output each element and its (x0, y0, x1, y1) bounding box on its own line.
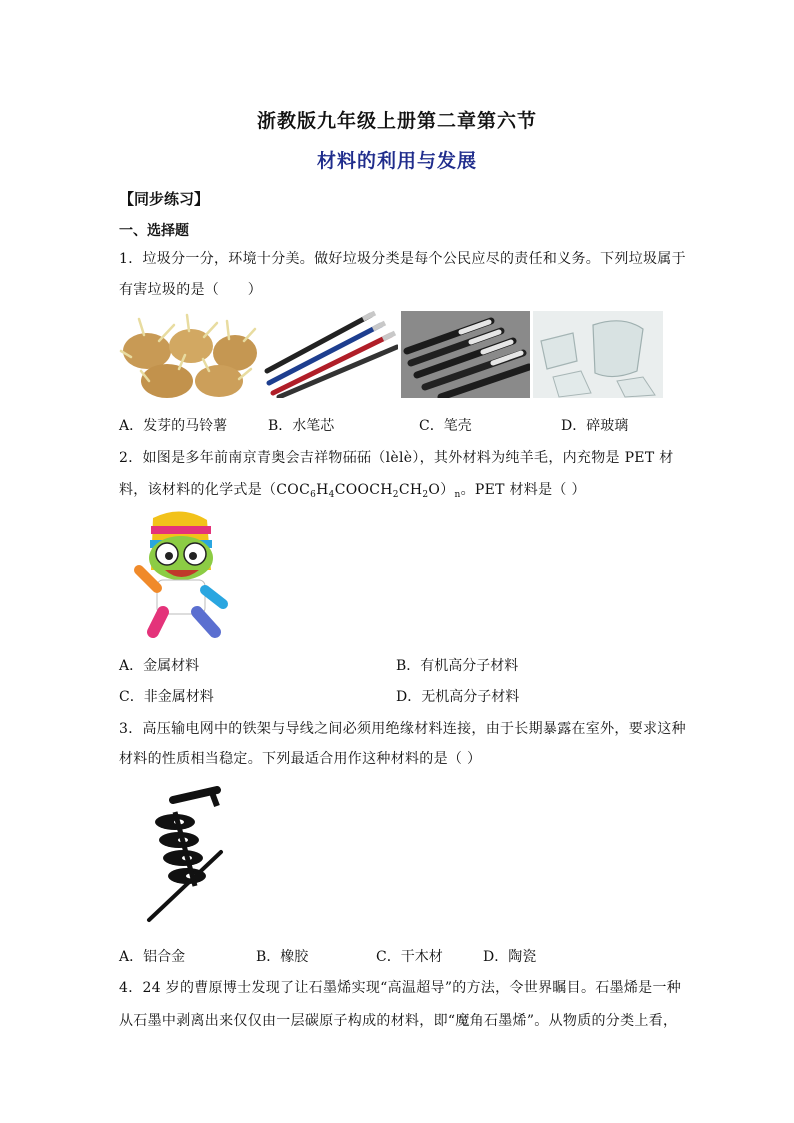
question-1-option-c[interactable]: C．笔壳 (419, 418, 472, 434)
insulator-diagram-image (135, 786, 230, 926)
question-3-option-a[interactable]: A．铝合金 (119, 949, 186, 965)
question-2-option-a[interactable]: A．金属材料 (119, 658, 200, 674)
question-1-option-b[interactable]: B．水笔芯 (268, 418, 335, 434)
pen-refill-image (263, 311, 398, 398)
question-3-option-c[interactable]: C．干木材 (376, 949, 443, 965)
section-bracket: 【同步练习】 (119, 190, 210, 208)
question-2-option-d[interactable]: D．无机高分子材料 (396, 689, 520, 705)
question-3-line-2: 材料的性质相当稳定。下列最适合用作这种材料的是（ ） (119, 751, 482, 767)
question-1-option-a[interactable]: A．发芽的马铃薯 (119, 418, 228, 434)
section-heading: 一、选择题 (119, 223, 189, 239)
question-2-option-b[interactable]: B．有机高分子材料 (396, 658, 519, 674)
question-1-line-1: 1．垃圾分一分，环境十分美。做好垃圾分类是每个公民应尽的责任和义务。下列垃圾属于 (119, 251, 686, 267)
document-title: 浙教版九年级上册第二章第六节 (256, 110, 537, 132)
document-subtitle: 材料的利用与发展 (316, 150, 477, 172)
question-4-line-1: 4．24 岁的曹原博士发现了让石墨烯实现“高温超导”的方法，令世界瞩目。石墨烯是一种 (119, 980, 682, 996)
question-3-line-1: 3．高压输电网中的铁架与导线之间必须用绝缘材料连接，由于长期暴露在室外，要求这种 (119, 721, 686, 737)
question-1-option-d[interactable]: D．碎玻璃 (561, 418, 629, 434)
question-2-line-2: 料，该材料的化学式是$(COC_6H_4COOCH_2CH_2O)_n$。PET 材料是（ ） (119, 482, 586, 500)
question-1-line-2: 有害垃圾的是（ ） (119, 282, 262, 298)
question-3-option-b[interactable]: B．橡胶 (256, 949, 309, 965)
question-4-line-2: 从石墨中剥离出来仅仅由一层碳原子构成的材料，即“魔角石墨烯”。从物质的分类上看， (119, 1013, 678, 1029)
question-2-option-c[interactable]: C．非金属材料 (119, 689, 214, 705)
question-3-option-d[interactable]: D．陶瓷 (483, 949, 537, 965)
mascot-lele-image (119, 508, 243, 640)
sprouting-potato-image (119, 311, 260, 398)
broken-glass-image (533, 311, 663, 398)
pen-shells-image (401, 311, 530, 398)
question-2-line-1: 2．如图是多年前南京青奥会吉祥物砳砳（lèlè），其外材料为纯羊毛，内充物是 PET 材 (119, 450, 674, 466)
